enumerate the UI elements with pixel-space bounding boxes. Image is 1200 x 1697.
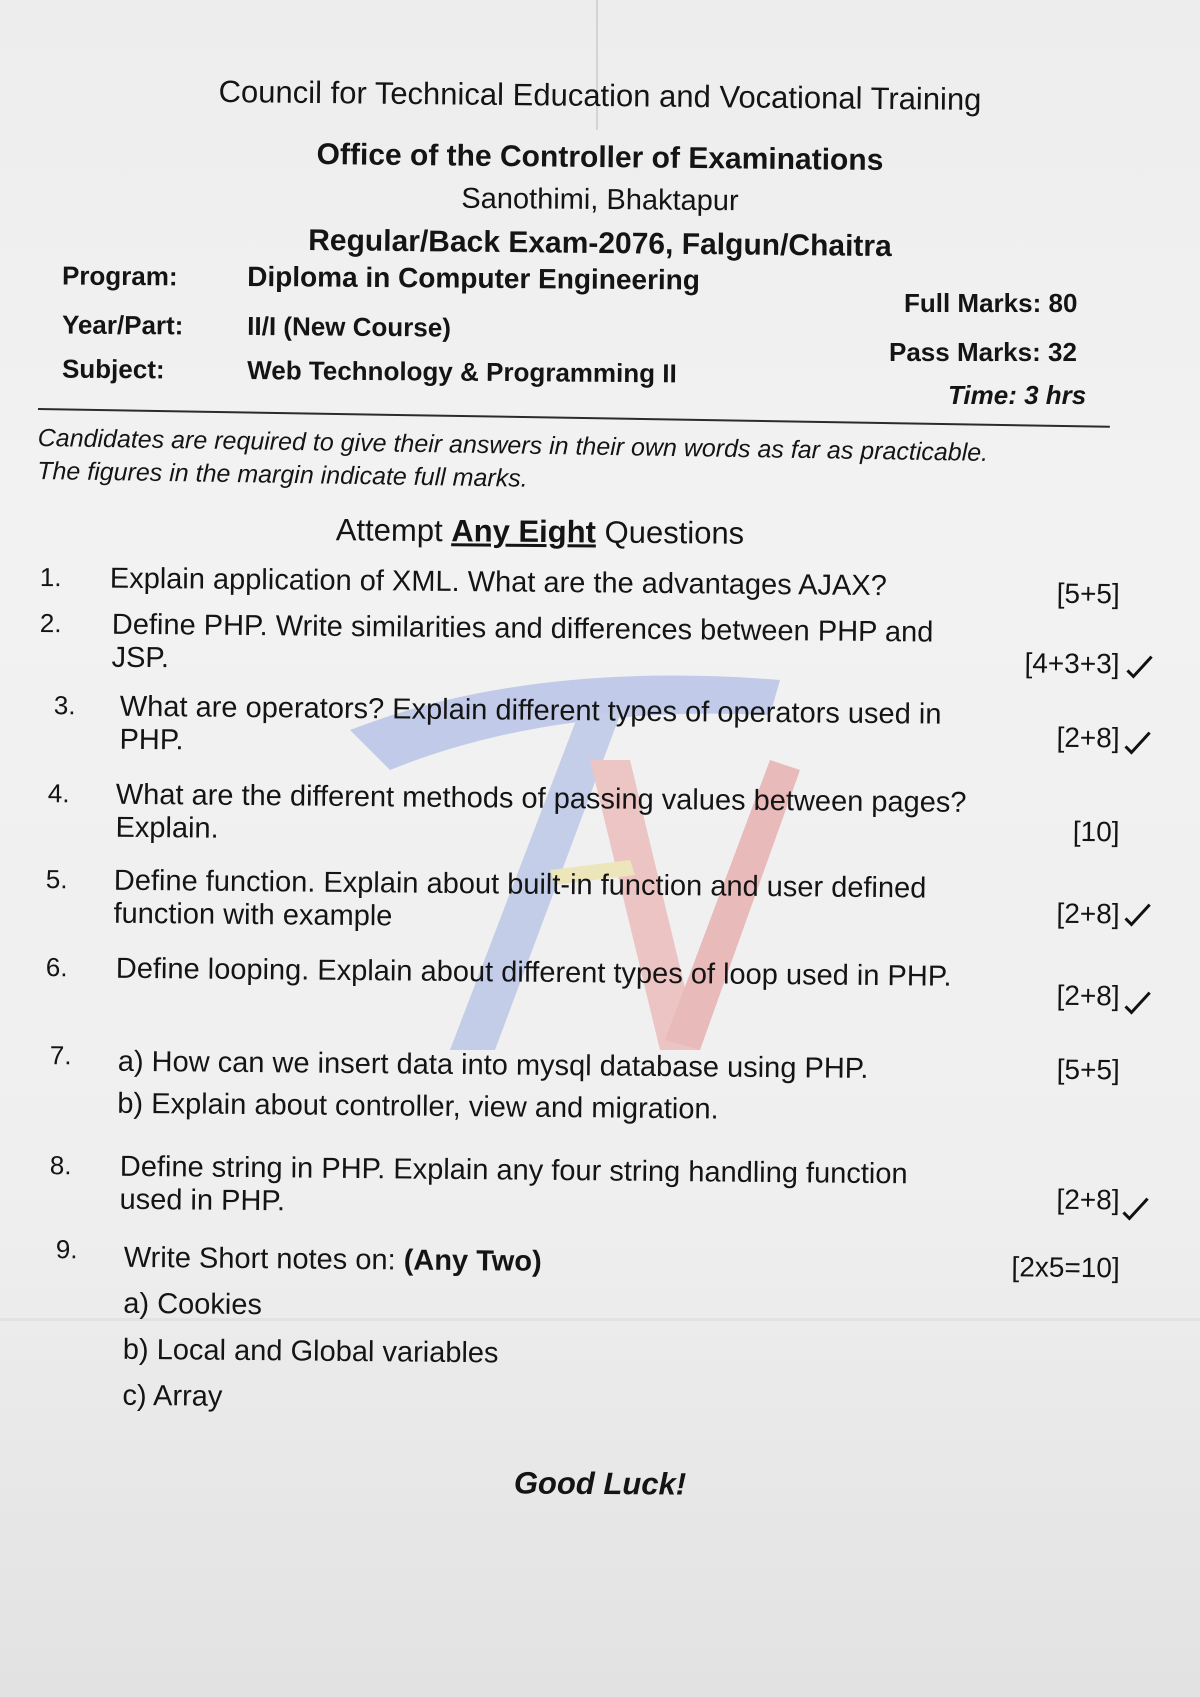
- yearpart-row: [62, 309, 451, 343]
- program-row: [62, 259, 700, 296]
- full-marks-label: Full Marks:: [904, 288, 1042, 318]
- pass-marks-label: Pass Marks:: [889, 337, 1041, 367]
- question-number: 6.: [45, 952, 68, 983]
- program-value: Diploma in Computer Engineering: [247, 260, 701, 296]
- check-tick-icon: [1121, 984, 1151, 1014]
- question-marks: [2+8]: [1056, 721, 1120, 754]
- question-part-a: a) How can we insert data into mysql database using PHP.: [117, 1045, 869, 1085]
- question-part-b: b) Explain about controller, view and migration.: [117, 1087, 719, 1126]
- question-marks: [2+8]: [1056, 979, 1120, 1012]
- check-tick-icon: [1123, 648, 1153, 678]
- question-number: 3.: [53, 690, 76, 721]
- question-8: [40, 1150, 1120, 1218]
- full-marks-value: 80: [1048, 288, 1078, 318]
- instructions-text: Candidates are required to give their answers in their own words as far as practicable. The figures in the margin indicate full marks.: [37, 423, 989, 493]
- question-text: Define looping. Explain about different types of loop used in PHP.: [115, 952, 952, 993]
- question-marks: [5+5]: [1056, 577, 1120, 610]
- question-text: Define PHP. Write similarities and differences between PHP and JSP.: [111, 608, 934, 675]
- question-text: What are the different methods of passing values between pages? Explain.: [115, 778, 967, 845]
- time-value: 3 hrs: [1024, 380, 1087, 410]
- question-marks: [4+3+3]: [1024, 647, 1120, 680]
- subject-row: [62, 354, 677, 390]
- question-9: [40, 1234, 1120, 1413]
- location-text: Sanothimi, Bhaktapur: [461, 182, 739, 218]
- yearpart-value: II/I (New Course): [247, 310, 452, 343]
- check-tick-icon: [1121, 896, 1151, 926]
- yearpart-label: Year/Part:: [61, 309, 184, 341]
- question-text: Define function. Explain about built-in function and user defined function with example: [113, 864, 927, 933]
- subject-label: Subject:: [61, 353, 165, 385]
- question-marks: [2+8]: [1056, 1183, 1120, 1216]
- program-label: Program:: [61, 260, 178, 292]
- attempt-instruction: [0, 509, 1080, 554]
- question-text: What are operators? Explain different types of operators used in PHP.: [119, 690, 942, 757]
- short-note-item: c) Array: [122, 1379, 223, 1413]
- full-marks: [904, 288, 1077, 319]
- office-title: Office of the Controller of Examinations: [316, 138, 884, 177]
- check-tick-icon: [1121, 724, 1151, 754]
- subject-value: Web Technology & Programming II: [247, 355, 677, 389]
- question-number: 9.: [55, 1234, 78, 1265]
- question-heading: Write Short notes on:: [123, 1241, 396, 1277]
- question-number: 8.: [49, 1150, 72, 1181]
- question-number: 1.: [39, 562, 62, 593]
- attempt-prefix: Attempt: [335, 512, 443, 549]
- question-number: 2.: [39, 608, 62, 639]
- good-luck-text: Good Luck!: [513, 1465, 687, 1502]
- check-tick-icon: [1119, 1190, 1149, 1220]
- question-number: 5.: [45, 864, 68, 895]
- question-1: [39, 562, 1120, 610]
- question-emphasis: (Any Two): [403, 1244, 542, 1278]
- question-text: [122, 1235, 944, 1427]
- council-title: Council for Technical Education and Vocational Training: [218, 74, 982, 117]
- question-text: Define string in PHP. Explain any four string handling function used in PHP.: [119, 1150, 908, 1218]
- question-marks: [10]: [1072, 815, 1120, 848]
- question-number: 7.: [49, 1040, 72, 1071]
- short-note-item: b) Local and Global variables: [122, 1333, 499, 1370]
- time-label: Time:: [948, 380, 1017, 410]
- pass-marks: [889, 337, 1077, 368]
- question-marks: [2+8]: [1056, 897, 1120, 930]
- time-allowed: [948, 380, 1086, 411]
- attempt-suffix: Questions: [604, 514, 745, 551]
- question-2: [39, 608, 1120, 680]
- question-marks: [2x5=10]: [1011, 1251, 1120, 1284]
- attempt-emphasis: Any Eight: [451, 513, 597, 550]
- question-text: [117, 1041, 998, 1133]
- pass-marks-value: 32: [1048, 337, 1077, 367]
- question-marks: [5+5]: [1056, 1053, 1120, 1086]
- question-number: 4.: [47, 778, 70, 809]
- short-note-item: a) Cookies: [123, 1287, 263, 1322]
- exam-title: Regular/Back Exam-2076, Falgun/Chaitra: [308, 223, 892, 264]
- question-text: Explain application of XML. What are the advantages AJAX?: [109, 562, 887, 603]
